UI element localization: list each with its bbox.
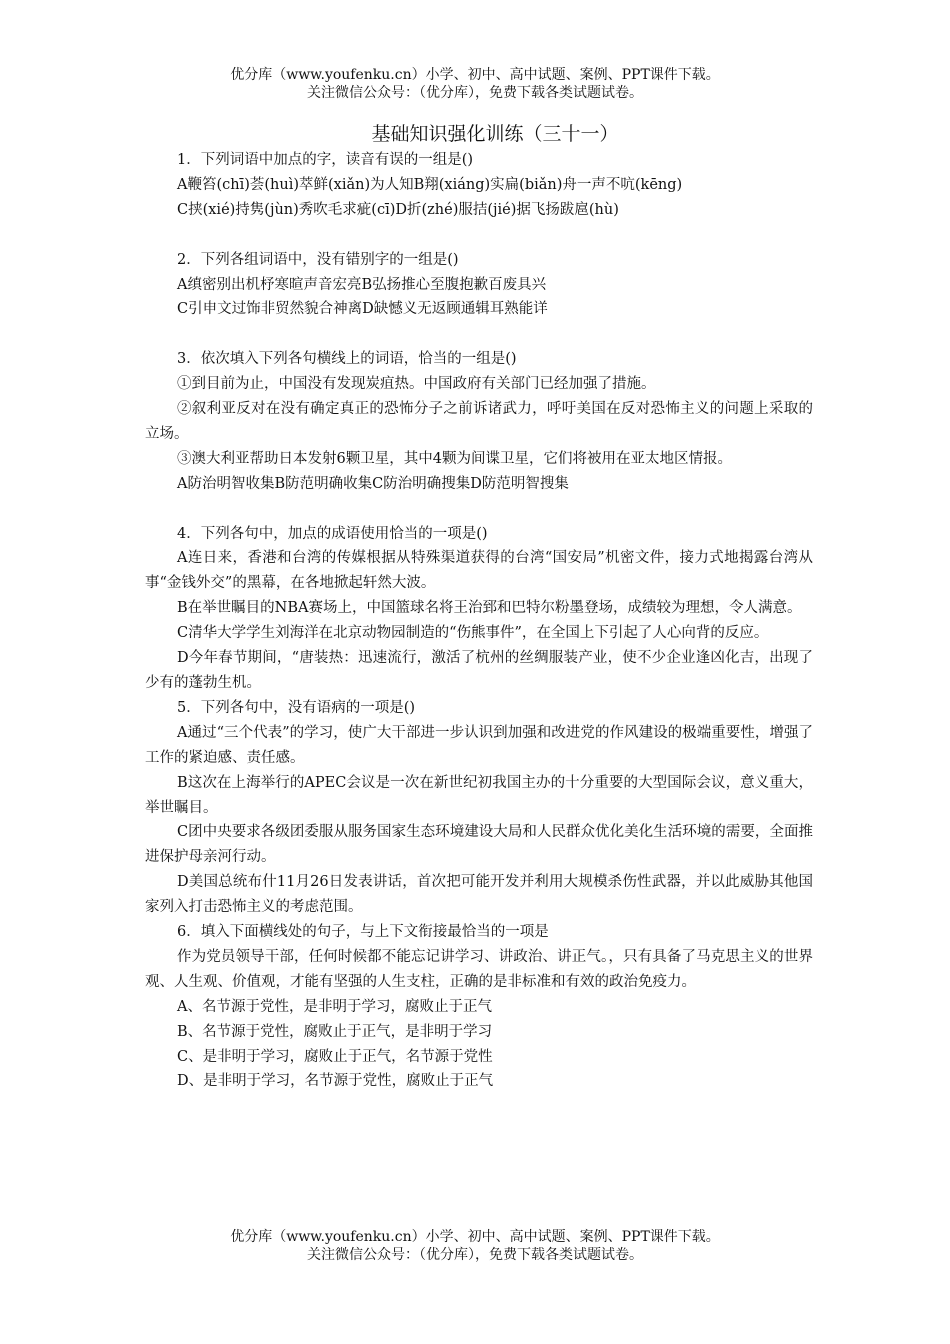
question-6-option-d: D、是非明于学习，名节源于党性，腐败止于正气 bbox=[177, 1073, 494, 1090]
question-4-option-b: B在举世瞩目的NBA赛场上，中国篮球名将王治郅和巴特尔粉墨登场，成绩较为理想，令人满意。 bbox=[177, 600, 802, 617]
question-4-option-c: C清华大学学生刘海洋在北京动物园制造的“伤熊事件”，在全国上下引起了人心向背的反应。 bbox=[177, 625, 769, 642]
question-4-option-a: A连日来，香港和台湾的传媒根据从特殊渠道获得的台湾“国安局”机密文件，接力式地揭露台湾从事“金钱外交”的黑幕，在各地掀起轩然大波。 bbox=[145, 550, 813, 592]
question-5-stem: 5．下列各句中，没有语病的一项是() bbox=[177, 699, 416, 716]
question-2-line: A缜密别出机杼寒暄声音宏亮B弘扬推心至腹抱歉百废具兴 bbox=[177, 276, 547, 293]
question-2-line: C引申文过饰非贸然貌合神离D缺憾义无返顾通辑耳熟能详 bbox=[177, 301, 548, 318]
page-footer bbox=[0, 1228, 950, 1264]
question-4-stem: 4．下列各句中，加点的成语使用恰当的一项是() bbox=[177, 525, 488, 542]
question-6-stem: 6．填入下面横线处的句子，与上下文衔接最恰当的一项是 bbox=[177, 924, 549, 941]
question-1-line: A鞭笞(chī)荟(huì)萃鲜(xiǎn)为人知B翔(xiáng)实扁(biǎn)舟一声不吭(kēng) bbox=[177, 176, 683, 193]
header-line-2: 关注微信公众号：（优分库），免费下载各类试题试卷。 bbox=[307, 85, 643, 101]
question-1-stem: 1．下列词语中加点的字，读音有误的一组是() bbox=[177, 152, 474, 168]
question-5-option-b: B这次在上海举行的APEC会议是一次在新世纪初我国主办的十分重要的大型国际会议，意义重大，举世瞩目。 bbox=[145, 774, 813, 816]
question-5-option-a: A通过“三个代表”的学习，使广大干部进一步认识到加强和改进党的作风建设的极端重要性，增强了工作的紧迫感、责任感。 bbox=[145, 724, 813, 766]
question-5-option-c: C团中央要求各级团委服从服务国家生态环境建设大局和人民群众优化美化生活环境的需要，全面推进保护母亲河行动。 bbox=[145, 824, 813, 866]
question-6-option-c: C、是非明于学习，腐败止于正气，名节源于党性 bbox=[177, 1048, 493, 1065]
question-1-line: C挟(xié)持隽(jùn)秀吹毛求疵(cī)D折(zhé)服拮(jié)据飞扬跋扈(hù) bbox=[177, 201, 619, 218]
question-6-passage: 作为党员领导干部，任何时候都不能忘记讲学习、讲政治、讲正气。，只有具备了马克思主义的世界观、人生观、价值观，才能有坚强的人生支柱，正确的是非标准和有效的政治免疫力。 bbox=[145, 948, 813, 990]
question-3-line: ②叙利亚反对在没有确定真正的恐怖分子之前诉诸武力，呼吁美国在反对恐怖主义的问题上采取的立场。 bbox=[145, 401, 813, 442]
page-header bbox=[0, 66, 950, 102]
question-3-options: A防治明智收集B防范明确收集C防治明确搜集D防范明智搜集 bbox=[177, 475, 569, 492]
question-3-stem: 3．依次填入下列各句横线上的词语，恰当的一组是() bbox=[177, 351, 517, 368]
question-6-option-a: A、名节源于党性，是非明于学习，腐败止于正气 bbox=[177, 998, 492, 1015]
question-4-option-d: D今年春节期间，“唐装热：迅速流行，激活了杭州的丝绸服装产业，使不少企业逢凶化吉，出现了少有的蓬勃生机。 bbox=[145, 650, 813, 691]
footer-line-1: 优分库（www.youfenku.cn）小学、初中、高中试题、案例、PPT课件下载。 bbox=[230, 1229, 720, 1245]
question-3-line: ③澳大利亚帮助日本发射6颗卫星，其中4颗为间谍卫星，它们将被用在亚太地区情报。 bbox=[177, 450, 732, 467]
question-6-option-b: B、名节源于党性，腐败止于正气，是非明于学习 bbox=[177, 1023, 493, 1040]
page-title: 基础知识强化训练（三十一） bbox=[371, 123, 619, 145]
header-line-1: 优分库（www.youfenku.cn）小学、初中、高中试题、案例、PPT课件下载。 bbox=[230, 67, 720, 83]
question-2-stem: 2．下列各组词语中，没有错别字的一组是() bbox=[177, 251, 459, 268]
question-3-line: ①到目前为止，中国没有发现炭疽热。中国政府有关部门已经加强了措施。 bbox=[177, 376, 656, 393]
document-body bbox=[145, 148, 813, 1094]
question-5-option-d: D美国总统布什11月26日发表讲话，首次把可能开发并利用大规模杀伤性武器，并以此威胁其他国家列入打击恐怖主义的考虑范围。 bbox=[145, 874, 813, 916]
footer-line-2: 关注微信公众号：（优分库），免费下载各类试题试卷。 bbox=[307, 1247, 643, 1263]
